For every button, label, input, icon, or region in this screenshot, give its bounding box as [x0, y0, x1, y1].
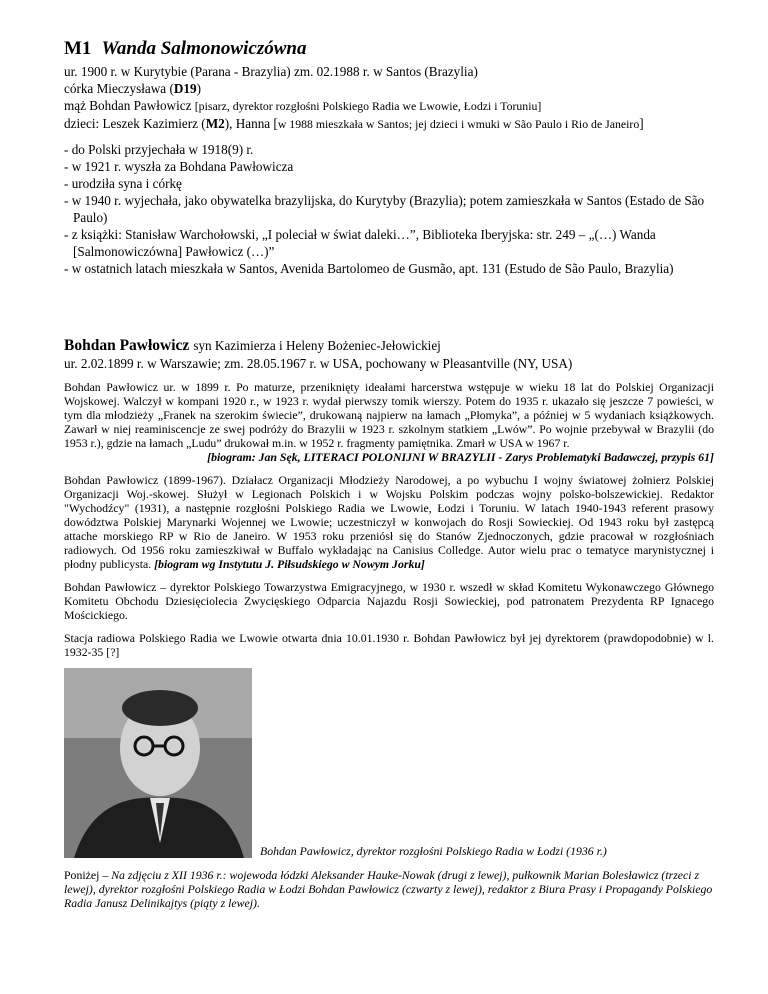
- m1-bullets: [64, 141, 714, 277]
- children-text: dzieci: Leszek Kazimierz (: [64, 115, 206, 131]
- m1-born: ur. 1900 r. w Kurytybie (Parana - Brazylia) zm. 02.1988 r. w Santos (Brazylia): [64, 63, 478, 79]
- bohdan-heading: [64, 337, 714, 356]
- bullet-item: - w ostatnich latach mieszkała w Santos, Avenida Bartolomeo de Gusmão, apt. 131 (Estudo de São Paulo, Brazylia): [64, 260, 674, 276]
- bohdan-parents: syn Kazimierza i Heleny Bożeniec-Jełowickiej: [193, 337, 441, 353]
- biography-text: Bohdan Pawłowicz ur. w 1899 r. Po maturze, przeniknięty ideałami harcerstwa wstępuje w wieku 18 lat do Polskiej Organizacji Wojskowej. Walczył w kompani 1920 r., w 1923 r. wydał pierwszy tomik wierszy. Potem do 1935 r. ukazało się jeszcze 7 powieści, w tym dla młodzieży „Franek na szerokim świecie”, drukowaną najpierw na łamach „Płomyka”, a później w 5 wydaniach książkowych. Zawarł w niej reaminiscencje ze swej podróży do Brazylii w 1923 r. szkolnym statkiem „Lwów”. Po wojnie przebywał w Brazylii (do 1953 r.), gdzie na łamach „Ludu” drukował m.in. w 1952 r. fragmenty pamiętnika. Zmarł w USA w 1967 r.: [64, 380, 714, 451]
- daughter-ref: D19: [173, 80, 197, 96]
- biography-text: Bohdan Pawłowicz (1899-1967). Działacz Organizacji Młodzieży Narodowej, a po wybuchu I wojny światowej żołnierz Polskiej Organizacji Woj.-skowej. Służył w Legionach Polskich i w Wojsku Polskim podczas wojny polsko-bolszewickiej. Redaktor "Wychodźcy" (1931), a następnie rozgłośni Polskiego Radia we Lwowie, Łodzi i Toruniu. W latach 1940-1943 referent prasowy dowództwa Polskiej Marynarki Wojennej we Lwowie; uczestniczył w konwojach do Rosji Sowieckiej. Od 1943 roku był zastępcą attache morskiego RP w Rio de Janeiro. W 1953 roku przeniósł się do Stanów Zjednoczonych, gdzie pracował w rozgłośniach radiowych. Od 1956 roku zamieszkiwał w Buffalo wykładając na Canisius Colledge. Autor wielu prac o tematyce marynistycznej i płodny publicysta.: [64, 473, 714, 572]
- bullet-item: - w 1940 r. wyjechała, jako obywatelka brazylijska, do Kurytyby (Brazylia); potem zamieszkała w Santos (Estado de São Paulo): [64, 192, 705, 225]
- biography-source: [biogram wg Instytutu J. Piłsudskiego w Nowym Jorku]: [154, 557, 425, 572]
- photo-caption: Bohdan Pawłowicz, dyrektor rozgłośni Polskiego Radia w Łodzi (1936 r.): [260, 844, 607, 859]
- bohdan-dates: ur. 2.02.1899 r. w Warszawie; zm. 28.05.1967 r. w USA, pochowany w Pleasantville (NY, USA): [64, 356, 573, 372]
- daughter-close: ): [196, 80, 201, 96]
- biography-paragraph: [64, 380, 714, 464]
- bullet-item: - w 1921 r. wyszła za Bohdana Pawłowicza: [64, 158, 294, 174]
- biography-paragraph: Bohdan Pawłowicz – dyrektor Polskiego Towarzystwa Emigracyjnego, w 1930 r. wszedł w skład Komitetu Wykonawczego Głównego Komitetu Obchodu Dziesięciolecia Zwycięskiego Odparcia Najazdu Rosji Sowieckiej, pod patronatem Prezydenta RP Ignacego Mościckiego.: [64, 580, 714, 623]
- husband-note: [pisarz, dyrektor rozgłośni Polskiego Radia we Lwowie, Łodzi i Toruniu]: [194, 98, 542, 113]
- m1-name: Wanda Salmonowiczówna: [101, 38, 307, 59]
- m1-daughter: [64, 80, 714, 97]
- bohdan-name: Bohdan Pawłowicz: [64, 336, 190, 354]
- children-close: ]: [639, 115, 644, 131]
- bullet-item: - z książki: Stanisław Warchołowski, „I poleciał w świat daleki…”, Biblioteka Iberyjska: str. 249 – „(…) Wanda [Salmonowiczówna] Pawłowicz (…)”: [64, 226, 656, 259]
- biography-paragraph: [64, 473, 714, 571]
- below-text: Na zdjęciu z XII 1936 r.: wojewoda łódzki Aleksander Hauke-Nowak (drugi z lewej), pułkownik Marian Bolesławicz (trzeci z lewej), dyrektor rozgłośni Polskiego Radia w Łodzi Bohdan Pawłowicz (czwarty z lewej), redaktor z Biura Prasy i Propagandy Polskiego Radia Janusz Delinikajtys (piąty z lewej).: [64, 868, 713, 911]
- daughter-text: córka Mieczysława (: [64, 80, 174, 96]
- bullet-item: - do Polski przyjechała w 1918(9) r.: [64, 141, 254, 157]
- below-prefix: Poniżej –: [64, 868, 112, 883]
- bohdan-section: [64, 337, 714, 911]
- photo-row: [64, 668, 714, 858]
- m1-code: M1: [64, 38, 92, 59]
- children-mid: ), Hanna [: [224, 115, 278, 131]
- children-note: w 1988 mieszkała w Santos; jej dzieci i wmuki w São Paulo i Rio de Janeiro: [277, 116, 640, 131]
- husband-text: mąż Bohdan Pawłowicz: [64, 97, 195, 113]
- m1-heading: [64, 38, 714, 61]
- children-ref: M2: [205, 115, 225, 131]
- portrait-image-icon: [64, 668, 252, 858]
- m1-children: [64, 115, 714, 133]
- below-note: [64, 868, 714, 910]
- document-page: [64, 38, 714, 910]
- portrait-photo: [64, 668, 252, 858]
- biography-paragraph: Stacja radiowa Polskiego Radia we Lwowie otwarta dnia 10.01.1930 r. Bohdan Pawłowicz był jej dyrektorem (prawdopodobnie) w l. 1932-35 [?]: [64, 631, 714, 660]
- m1-husband: [64, 97, 714, 115]
- bullet-item: - urodziła syna i córkę: [64, 175, 182, 191]
- biography-source: [biogram: Jan Sęk, LITERACI POLONIJNI W BRAZYLII - Zarys Problematyki Badawczej, przypis 61]: [207, 450, 714, 465]
